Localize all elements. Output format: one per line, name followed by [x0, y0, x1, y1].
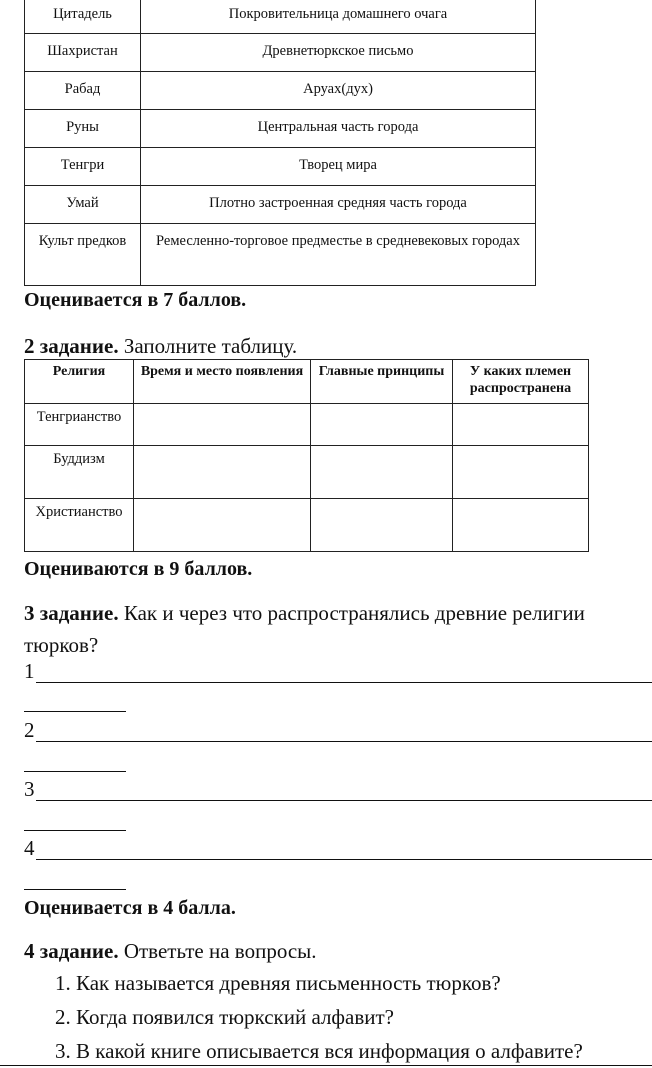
empty-cell[interactable] [453, 404, 589, 446]
empty-cell[interactable] [311, 404, 453, 446]
task3-title [24, 597, 644, 661]
table-row [25, 404, 589, 446]
term-cell: Руны [25, 110, 141, 148]
question-item: 1. Как называется древняя письменность тюрков? [76, 966, 636, 1000]
definition-cell: Аруах(дух) [141, 72, 536, 110]
header-time-place: Время и место появления [134, 360, 311, 404]
answer-line[interactable] [36, 800, 652, 801]
definition-cell: Древнетюркское письмо [141, 34, 536, 72]
task4-title-bold: 4 задание. [24, 939, 119, 963]
empty-cell[interactable] [134, 499, 311, 552]
task3-title-bold: 3 задание. [24, 601, 119, 625]
page-divider [0, 1065, 652, 1066]
answer-line[interactable] [36, 859, 652, 860]
table-row [25, 224, 536, 286]
answer-line[interactable] [36, 682, 652, 683]
task2-score: Оцениваются в 9 баллов. [24, 558, 253, 580]
answer-line-continuation[interactable] [24, 771, 126, 772]
question-list [24, 966, 636, 1068]
empty-cell[interactable] [453, 446, 589, 499]
term-cell: Цитадель [25, 0, 141, 34]
task2-title-text: Заполните таблицу. [118, 334, 298, 358]
table-row [25, 186, 536, 224]
table-row [25, 148, 536, 186]
task2-title-bold: 2 задание. [24, 334, 119, 358]
header-principles: Главные принципы [311, 360, 453, 404]
question-item: 2. Когда появился тюркский алфавит? [76, 1000, 636, 1034]
header-religion: Религия [25, 360, 134, 404]
empty-cell[interactable] [134, 446, 311, 499]
term-cell: Культ предков [25, 224, 141, 286]
task4-title-text: Ответьте на вопросы. [118, 939, 317, 963]
religion-cell: Христианство [25, 499, 134, 552]
answer-number: 4 [24, 836, 35, 860]
task4-title [24, 935, 644, 967]
empty-cell[interactable] [311, 499, 453, 552]
table-row [25, 446, 589, 499]
question-item: 3. В какой книге описывается вся информация о алфавите? [76, 1034, 636, 1068]
table-row [25, 34, 536, 72]
table-row [25, 110, 536, 148]
term-cell: Шахристан [25, 34, 141, 72]
matching-table [24, 0, 536, 286]
table-row [25, 499, 589, 552]
table-row [25, 72, 536, 110]
answer-line[interactable] [36, 741, 652, 742]
table-header-row [25, 360, 589, 404]
definition-cell: Плотно застроенная средняя часть города [141, 186, 536, 224]
answer-line-continuation[interactable] [24, 711, 126, 712]
term-cell: Рабад [25, 72, 141, 110]
definition-cell: Покровительница домашнего очага [141, 0, 536, 34]
definition-cell: Ремесленно-торговое предместье в средневековых городах [141, 224, 536, 286]
answer-line-continuation[interactable] [24, 889, 126, 890]
empty-cell[interactable] [311, 446, 453, 499]
answer-number: 1 [24, 659, 35, 683]
term-cell: Умай [25, 186, 141, 224]
task3-title-text: Как и через что распространялись древние религии тюрков? [24, 601, 585, 657]
answer-line-continuation[interactable] [24, 830, 126, 831]
religion-cell: Буддизм [25, 446, 134, 499]
answer-number: 3 [24, 777, 35, 801]
empty-cell[interactable] [453, 499, 589, 552]
header-tribes: У каких племен распространена [453, 360, 589, 404]
definition-cell: Центральная часть города [141, 110, 536, 148]
task1-score: Оценивается в 7 баллов. [24, 289, 247, 311]
religion-table [24, 359, 589, 552]
table-row [25, 0, 536, 34]
definition-cell: Творец мира [141, 148, 536, 186]
task2-title [24, 330, 644, 362]
answer-number: 2 [24, 718, 35, 742]
religion-cell: Тенгрианство [25, 404, 134, 446]
term-cell: Тенгри [25, 148, 141, 186]
task3-score: Оценивается в 4 балла. [24, 897, 236, 919]
empty-cell[interactable] [134, 404, 311, 446]
